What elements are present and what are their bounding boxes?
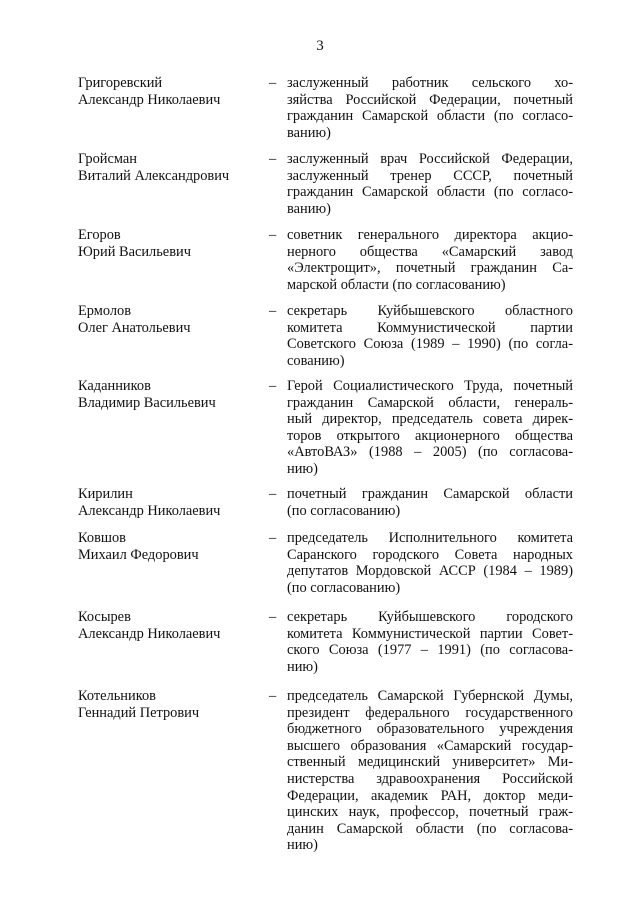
description-line: зяйства Российской Федерации, почетный <box>287 91 573 108</box>
description-line: председатель Исполнительного комитета <box>287 530 573 546</box>
description-line: «АвтоВАЗ» (1988 – 2005) (по согласова- <box>287 444 573 461</box>
description-line: торов открытого акционерного общества <box>287 427 573 444</box>
given-name: Михаил Федорович <box>78 546 199 563</box>
given-name: Александр Николаевич <box>78 502 221 519</box>
dash-separator: – <box>269 609 277 625</box>
given-name: Александр Николаевич <box>78 625 221 642</box>
description <box>287 378 573 478</box>
description-line: ный директор, председатель совета дирек- <box>287 411 573 428</box>
person-name <box>78 378 258 411</box>
description-line: комитета Коммунистической партии Совет- <box>287 625 573 642</box>
dash-separator: – <box>269 530 277 546</box>
description <box>287 486 573 519</box>
description-line: нистерства здравоохранения Российской <box>287 770 573 787</box>
description-line: председатель Самарской Губернской Думы, <box>287 688 573 704</box>
description-line: нию) <box>287 460 318 477</box>
description-line: секретарь Куйбышевского городского <box>287 609 573 625</box>
description-line: гражданин Самарской области (по согласо- <box>287 184 573 201</box>
description-line: гражданин Самарской области (по согласо- <box>287 108 573 125</box>
description-line: заслуженный тренер СССР, почетный <box>287 167 573 184</box>
description-line: данин Самарской области (по согласова- <box>287 820 573 837</box>
description-line: комитета Коммунистической партии <box>287 319 573 336</box>
description <box>287 530 573 596</box>
description-line: заслуженный работник сельского хо- <box>287 75 573 91</box>
surname: Котельников <box>78 688 156 704</box>
dash-separator: – <box>269 75 277 91</box>
dash-separator: – <box>269 378 277 394</box>
description-line: ванию) <box>287 124 331 141</box>
description-line: президент федерального государственного <box>287 704 573 721</box>
person-name <box>78 688 258 721</box>
given-name: Виталий Александрович <box>78 167 230 184</box>
description-line: заслуженный врач Российской Федерации, <box>287 151 573 167</box>
description-line: ственный медицинский университет» Ми- <box>287 754 573 771</box>
description-line: бюджетного образовательного учреждения <box>287 721 573 738</box>
person-name <box>78 609 258 642</box>
person-name <box>78 486 258 519</box>
given-name: Юрий Васильевич <box>78 243 191 260</box>
given-name: Александр Николаевич <box>78 91 221 108</box>
person-name <box>78 530 258 563</box>
description <box>287 303 573 369</box>
description-line: сованию) <box>287 352 345 369</box>
description-line: (по согласованию) <box>287 579 401 596</box>
given-name: Олег Анатольевич <box>78 319 191 336</box>
description-line: Герой Социалистического Труда, почетный <box>287 378 573 394</box>
description-line: депутатов Мордовской АССР (1984 – 1989) <box>287 563 573 580</box>
surname: Гройсман <box>78 151 137 167</box>
dash-separator: – <box>269 227 277 243</box>
person-name <box>78 303 258 336</box>
surname: Егоров <box>78 227 121 243</box>
surname: Косырев <box>78 609 131 625</box>
description-line: почетный гражданин Самарской области <box>287 486 573 502</box>
dash-separator: – <box>269 688 277 704</box>
given-name: Геннадий Петрович <box>78 704 200 721</box>
description-line: советник генерального директора акцио- <box>287 227 573 243</box>
person-name <box>78 151 258 184</box>
dash-separator: – <box>269 151 277 167</box>
person-name <box>78 227 258 260</box>
surname: Кирилин <box>78 486 133 502</box>
dash-separator: – <box>269 486 277 502</box>
surname: Каданников <box>78 378 151 394</box>
description-line: высшего образования «Самарский государ- <box>287 737 573 754</box>
description-line: нию) <box>287 658 318 675</box>
description <box>287 609 573 675</box>
description-line: Саранского городского Совета народных <box>287 546 573 563</box>
given-name: Владимир Васильевич <box>78 394 216 411</box>
description-line: нерного общества «Самарский завод <box>287 243 573 260</box>
person-name <box>78 75 258 108</box>
description-line: гражданин Самарской области, генераль- <box>287 394 573 411</box>
description <box>287 688 573 854</box>
description-line: ского Союза (1977 – 1991) (по согласова- <box>287 642 573 659</box>
description-line: «Электрощит», почетный гражданин Са- <box>287 260 573 277</box>
dash-separator: – <box>269 303 277 319</box>
description-line: марской области (по согласованию) <box>287 276 506 293</box>
surname: Ермолов <box>78 303 132 319</box>
description <box>287 227 573 293</box>
description-line: ванию) <box>287 200 331 217</box>
description <box>287 75 573 141</box>
description <box>287 151 573 217</box>
description-line: Советского Союза (1989 – 1990) (по согла- <box>287 336 573 353</box>
description-line: (по согласованию) <box>287 502 401 519</box>
surname: Григоревский <box>78 75 163 91</box>
page-number: 3 <box>316 38 324 54</box>
description-line: секретарь Куйбышевского областного <box>287 303 573 319</box>
description-line: нию) <box>287 837 318 854</box>
surname: Ковшов <box>78 530 126 546</box>
description-line: Федерации, академик РАН, доктор меди- <box>287 787 573 804</box>
description-line: цинских наук, профессор, почетный граж- <box>287 804 573 821</box>
